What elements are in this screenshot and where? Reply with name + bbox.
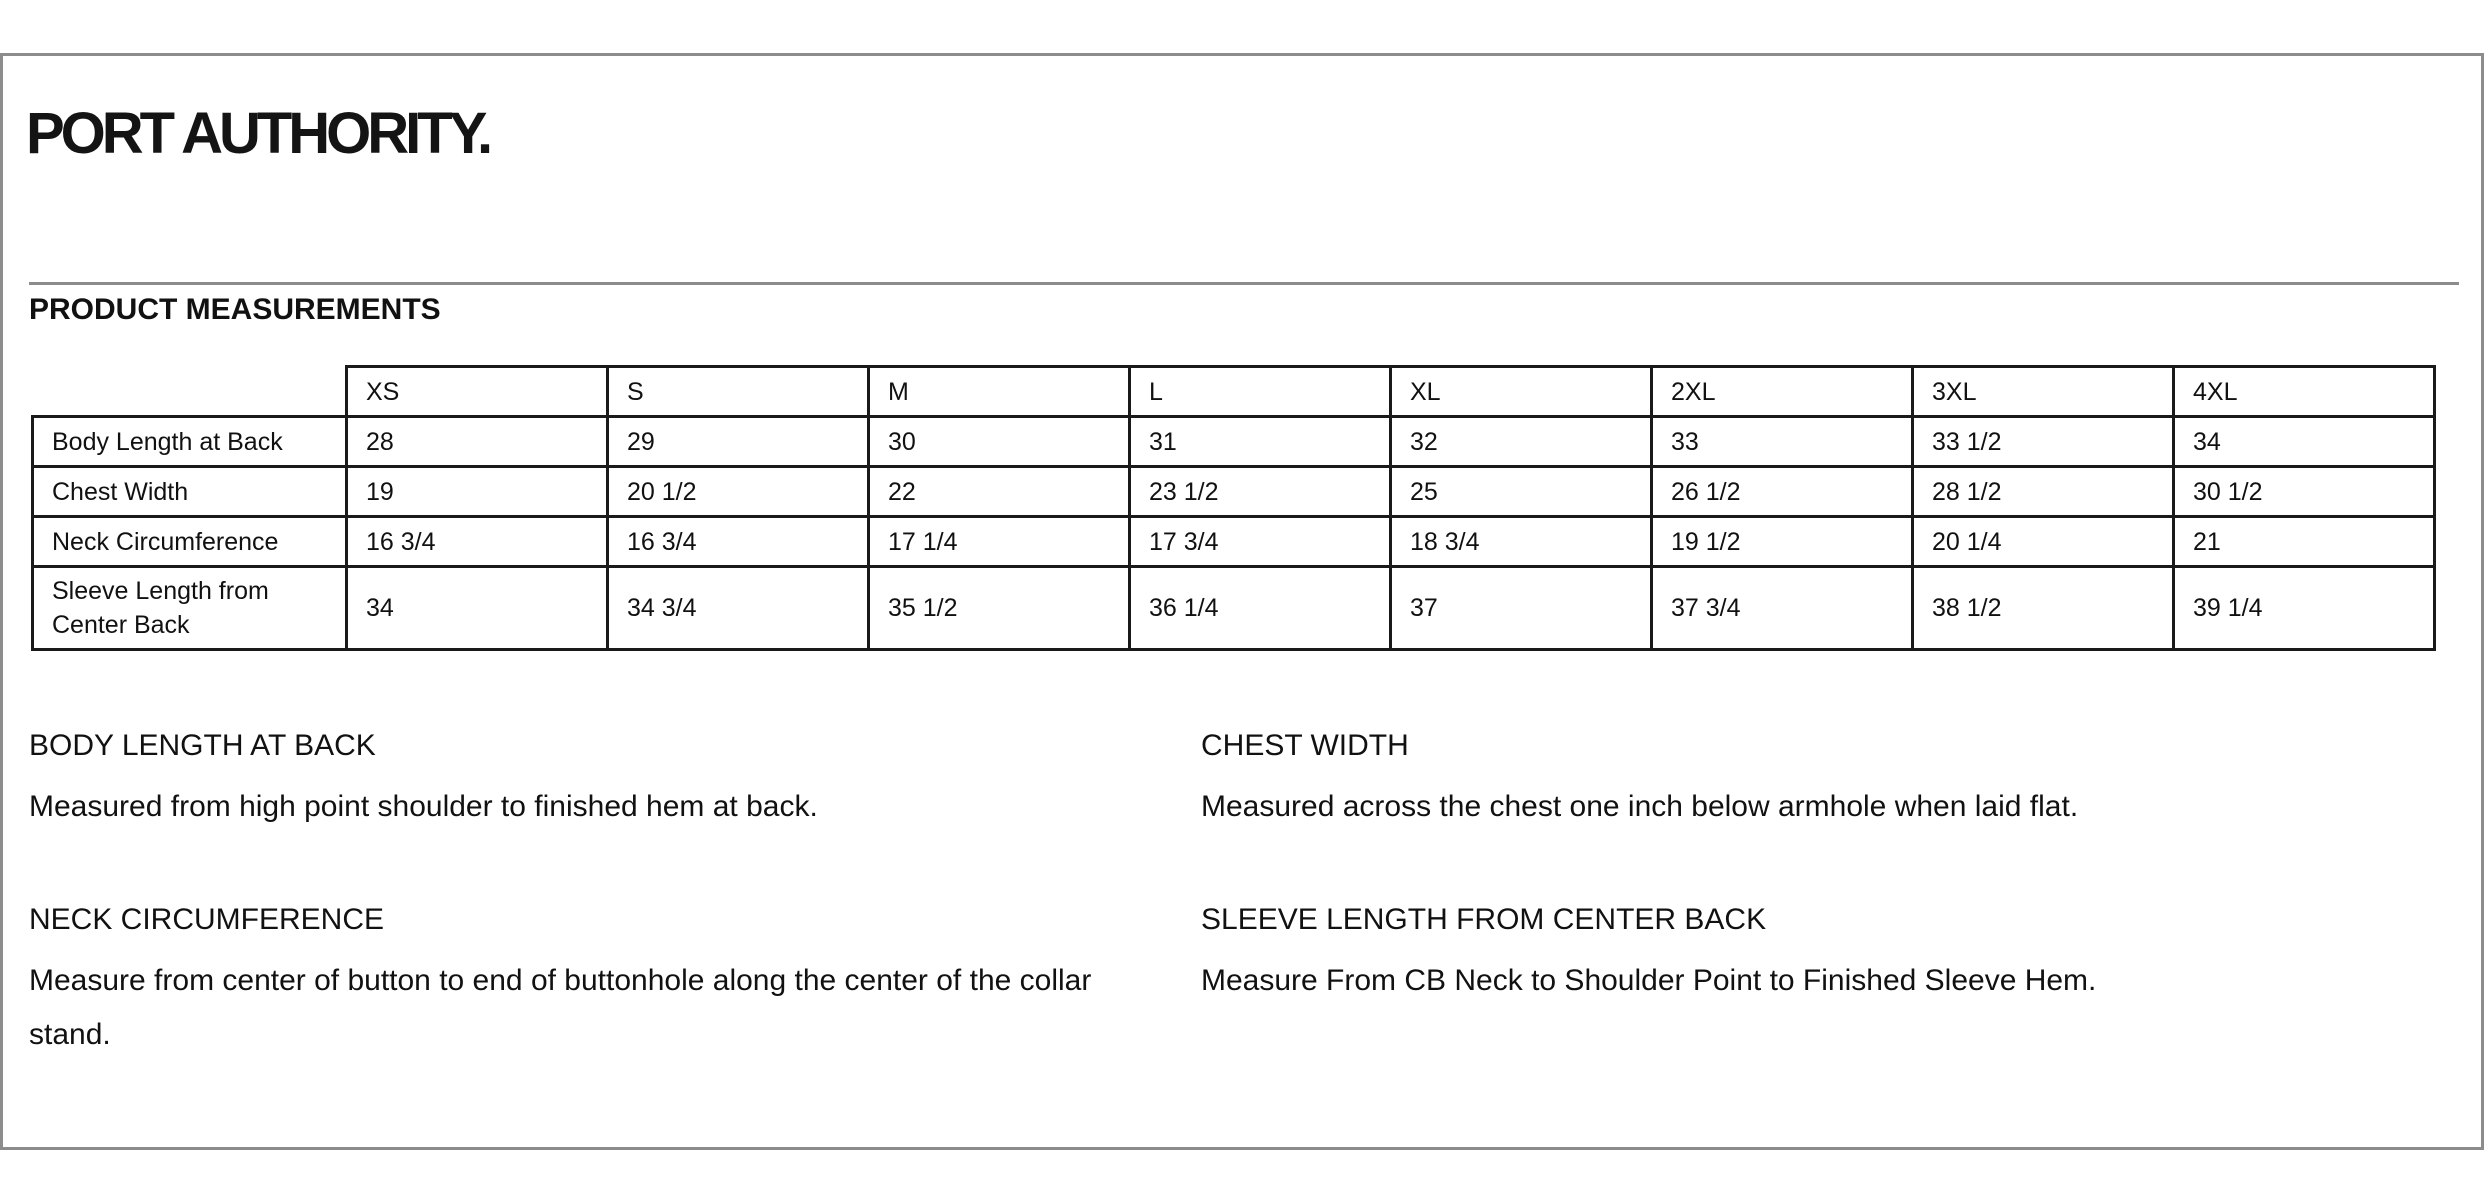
table-cell: 20 1/4 [1913,517,2174,567]
table-cell: 33 [1652,417,1913,467]
table-cell: 22 [869,467,1130,517]
size-header-cell: S [608,367,869,417]
table-cell: 34 [2174,417,2435,467]
table-cell: 19 [347,467,608,517]
table-cell: 34 3/4 [608,567,869,650]
table-cell: 17 1/4 [869,517,1130,567]
description-title: CHEST WIDTH [1201,729,1409,762]
table-cell: 34 [347,567,608,650]
table-cell: 37 [1391,567,1652,650]
row-label: Body Length at Back [33,417,347,467]
table-corner-cell [33,367,347,417]
table-cell: 16 3/4 [608,517,869,567]
description-chest-width [1201,728,2311,834]
table-cell: 37 3/4 [1652,567,1913,650]
row-label: Neck Circumference [33,517,347,567]
table-cell: 36 1/4 [1130,567,1391,650]
size-header-cell: XL [1391,367,1652,417]
table-cell: 20 1/2 [608,467,869,517]
table-cell: 16 3/4 [347,517,608,567]
table-cell: 30 [869,417,1130,467]
table-cell: 25 [1391,467,1652,517]
size-header-cell: L [1130,367,1391,417]
table-cell: 38 1/2 [1913,567,2174,650]
table-cell: 33 1/2 [1913,417,2174,467]
description-body-length [29,728,1139,834]
table-row [33,517,2435,567]
size-header-cell: 4XL [2174,367,2435,417]
description-text: Measured from high point shoulder to finished hem at back. [29,790,818,823]
size-header-cell: 2XL [1652,367,1913,417]
row-label: Chest Width [33,467,347,517]
table-cell: 29 [608,417,869,467]
size-header-cell: 3XL [1913,367,2174,417]
size-header-row [33,367,2435,417]
table-cell: 23 1/2 [1130,467,1391,517]
table-cell: 30 1/2 [2174,467,2435,517]
size-header-cell: M [869,367,1130,417]
row-label: Sleeve Length from Center Back [33,567,347,650]
description-title: BODY LENGTH AT BACK [29,729,376,762]
description-title: NECK CIRCUMFERENCE [29,903,385,936]
description-title: SLEEVE LENGTH FROM CENTER BACK [1201,903,1767,936]
header-divider [29,282,2459,285]
table-cell: 39 1/4 [2174,567,2435,650]
measurements-table [31,365,2436,651]
table-row [33,467,2435,517]
size-header-cell: XS [347,367,608,417]
table-row [33,567,2435,650]
table-cell: 18 3/4 [1391,517,1652,567]
description-sleeve-length [1201,902,2311,1008]
description-text: Measured across the chest one inch below armhole when laid flat. [1201,790,2079,823]
description-text: Measure From CB Neck to Shoulder Point to Finished Sleeve Hem. [1201,964,2097,997]
table-cell: 26 1/2 [1652,467,1913,517]
section-title: PRODUCT MEASUREMENTS [29,293,441,326]
description-text: Measure from center of button to end of buttonhole along the center of the collar stand. [29,964,1092,1051]
description-neck-circumference [29,902,1139,1062]
table-cell: 19 1/2 [1652,517,1913,567]
logo-text: PORT AUTHORITY. [26,101,490,166]
table-cell: 21 [2174,517,2435,567]
table-cell: 17 3/4 [1130,517,1391,567]
table-row [33,417,2435,467]
table-cell: 35 1/2 [869,567,1130,650]
table-cell: 28 1/2 [1913,467,2174,517]
port-authority-logo [26,101,490,166]
table-cell: 28 [347,417,608,467]
table-cell: 32 [1391,417,1652,467]
table-cell: 31 [1130,417,1391,467]
